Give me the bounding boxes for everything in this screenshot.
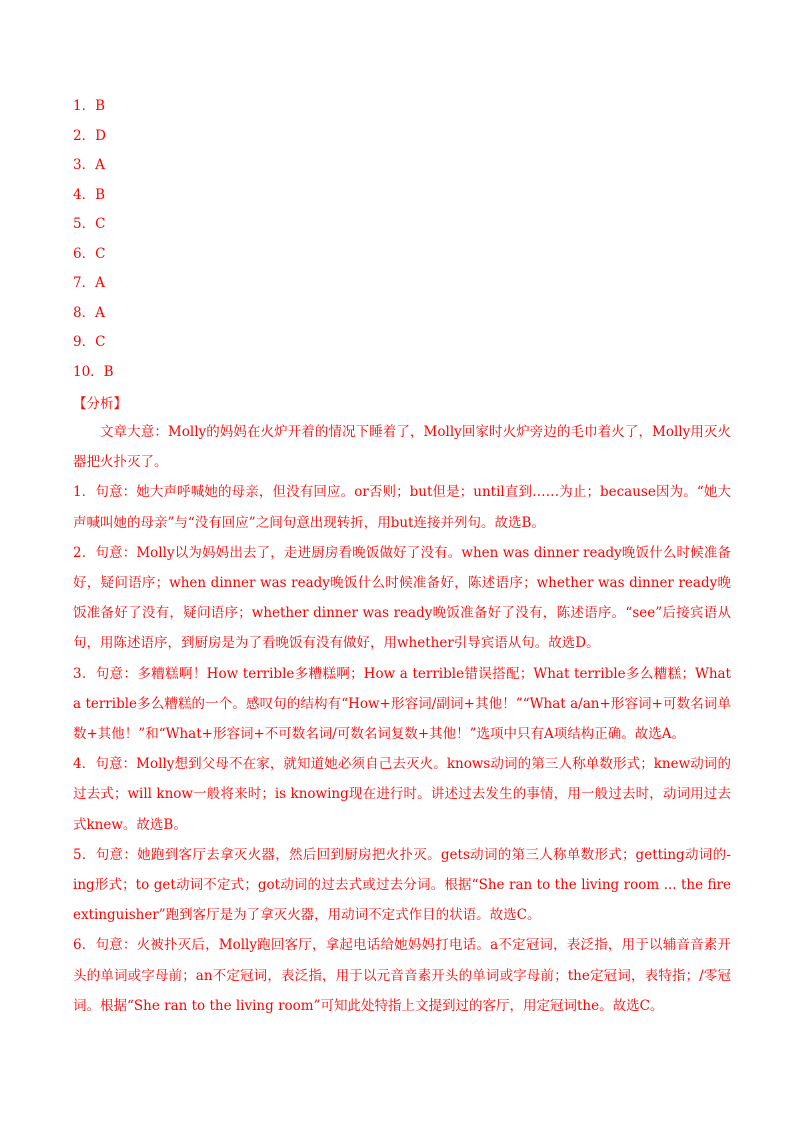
article-summary: 文章大意：Molly的妈妈在火炉开着的情况下睡着了，Molly回家时火炉旁边的毛巾着火了，Molly用灭火器把火扑灭了。 — [73, 424, 731, 471]
answer-item: 4．B — [73, 186, 106, 203]
answer-item: 5．C — [73, 216, 106, 232]
analysis-item: 2．句意：Molly以为妈妈出去了，走进厨房看晚饭做好了没有。when was dinner ready晚饭什么时候准备好，疑问语序；when dinner was ready晚饭什么时候准备好，陈述语序；whether was dinner ready晚饭准备好了没有，疑问语序；whether dinner was ready晚饭准备好了没有，陈述语序。“see”后接宾语从句，用陈述语序，到厨房是为了看晚饭有没有做好，用whether引导宾语从句。故选D。 — [73, 544, 731, 652]
answer-item: 3．A — [73, 157, 105, 173]
analysis-heading: 【分析】 — [73, 396, 127, 412]
answer-item: 9．C — [73, 334, 106, 350]
answer-list — [73, 92, 373, 387]
answer-item: 7．A — [73, 275, 105, 291]
analysis-item: 6．句意：火被扑灭后，Molly跑回客厅，拿起电话给她妈妈打电话。a不定冠词，表泛指，用于以辅音音素开头的单词或字母前；an不定冠词，表泛指，用于以元音音素开头的单词或字母前；the定冠词，表特指；/零冠词。根据“She ran to the living room”可知此处特指上文提到过的客厅，用定冠词the。故选C。 — [73, 937, 731, 1014]
answer-item: 10．B — [73, 363, 114, 380]
answer-item: 1．B — [73, 98, 106, 114]
analysis-item: 4．句意：Molly想到父母不在家，就知道她必须自己去灭火。knows动词的第三人称单数形式；knew动词的过去式；will know一般将来时；is knowing现在进行时。讲述过去发生的事情，用一般过去时，动词用过去式knew。故选B。 — [73, 756, 731, 833]
answer-item: 2．D — [73, 127, 106, 144]
analysis-item: 3．句意：多糟糕啊！How terrible多糟糕啊；How a terrible错误搭配；What terrible多么糟糕；What a terrible多么糟糕的一个。感叹句的结构有“How+形容词/副词+其他！”“What a/an+形容词+可数名词单数+其他！”和“What+形容词+不可数名词/可数名词复数+其他！”选项中只有A项结构正确。故选A。 — [73, 665, 731, 743]
analysis-item: 5．句意：她跑到客厅去拿灭火器，然后回到厨房把火扑灭。gets动词的第三人称单数形式；getting动词的-ing形式；to get动词不定式；got动词的过去式或过去分词。根据“She ran to the living room ... the fire extinguisher”跑到客厅是为了拿灭火器，用动词不定式作目的状语。故选C。 — [73, 846, 731, 924]
analysis-item: 1．句意：她大声呼喊她的母亲，但没有回应。or否则；but但是；until直到……为止；because因为。“她大声喊叫她的母亲”与“没有回应”之间句意出现转折，用but连接并列句。故选B。 — [73, 484, 731, 531]
answer-item: 8．A — [73, 304, 105, 321]
analysis-body — [73, 417, 731, 1021]
answer-item: 6．C — [73, 245, 106, 262]
